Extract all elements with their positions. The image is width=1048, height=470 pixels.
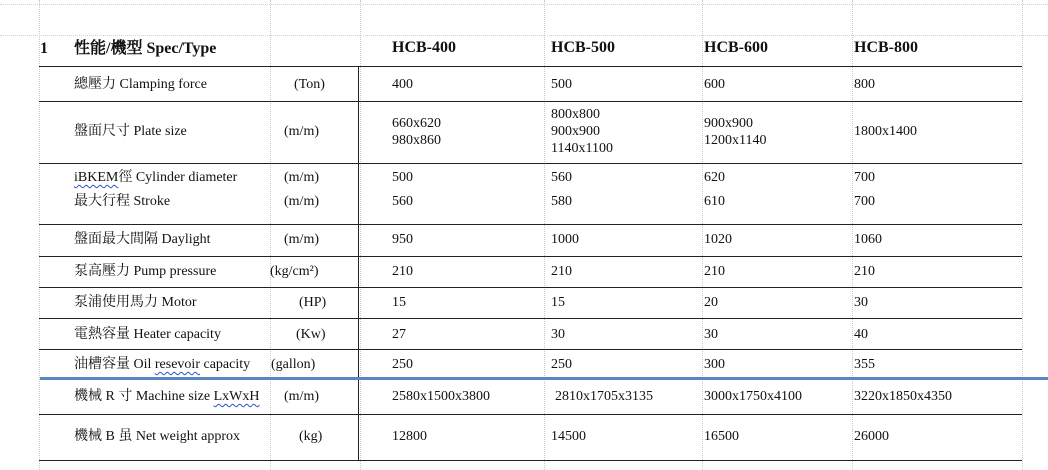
cell: 560 [392,194,413,209]
cell: 300 [704,357,725,372]
table-rule [39,414,1022,415]
cell: 26000 [854,429,889,444]
row-unit: (Ton) [294,77,325,92]
table-rule [39,349,1022,350]
cell: 210 [704,264,725,279]
cell: 14500 [551,429,586,444]
row-unit: (kg) [299,429,323,444]
row-label [74,388,259,405]
row-unit: (m/m) [284,389,319,404]
cell: 1060 [854,232,882,247]
row-unit: (m/m) [284,124,319,139]
cell: 16500 [704,429,739,444]
cell: 700 [854,194,875,209]
row-label-part: LxWxH [213,389,260,404]
cell: 2810x1705x3135 [555,389,653,404]
row-unit: (HP) [299,295,327,310]
table-rule [39,287,1022,288]
row-label: 泵高壓力 Pump pressure [74,264,217,279]
cell: 30 [551,327,565,342]
cell: 210 [392,264,413,279]
gridline [544,0,545,470]
row-number: 1 [40,40,48,57]
model-header: HCB-800 [854,39,918,56]
gridline [852,0,853,470]
table-rule [39,66,1022,67]
row-label: 總壓力 Clamping force [74,77,207,92]
gridline [0,35,1048,36]
model-header: HCB-500 [551,39,615,56]
cell: 580 [551,194,572,209]
cell: 600 [704,77,725,92]
table-rule [39,101,1022,102]
cell: 610 [704,194,725,209]
cell: 400 [392,77,413,92]
cell: 500 [551,77,572,92]
selection-highlight [40,377,1048,380]
cell: 620 [704,170,725,185]
row-label [74,169,237,186]
table-rule [39,318,1022,319]
row-label-part: 油槽容量 Oil [74,357,155,372]
row-unit: (m/m) [284,194,319,209]
table-rule [358,66,359,460]
row-label [74,356,250,373]
cell: 1800x1400 [854,124,917,139]
cell: 1020 [704,232,732,247]
cell: 250 [392,357,413,372]
cell: 3220x1850x4350 [854,389,952,404]
row-label-part: 徑 Cylinder diameter [118,170,238,185]
row-label: 機械 B 虽 Net weight approx [74,429,241,444]
cell: 500 [392,170,413,185]
cell: 900x900 1200x1140 [704,116,767,148]
cell: 950 [392,232,413,247]
cell: 210 [551,264,572,279]
gridline [0,4,1048,5]
cell: 12800 [392,429,427,444]
spec-header: 性能/機型 Spec/Type [74,40,217,57]
model-header: HCB-400 [392,39,456,56]
cell: 2580x1500x3800 [392,389,490,404]
row-label: 盤面尺寸 Plate size [74,124,187,139]
cell: 40 [854,327,868,342]
row-label-part: capacity [199,357,251,372]
cell: 1000 [551,232,579,247]
row-label-part: resevoir [154,357,200,372]
cell: 560 [551,170,572,185]
cell: 700 [854,170,875,185]
cell: 660x620 980x860 [392,116,441,148]
cell: 800x800 900x900 1140x1100 [551,107,613,156]
cell: 15 [551,295,565,310]
cell: 3000x1750x4100 [704,389,802,404]
table-rule [39,256,1022,257]
gridline [360,0,361,470]
row-unit: (m/m) [284,170,319,185]
row-label-part: 機械 R 寸 Machine size [74,389,214,404]
cell: 30 [854,295,868,310]
row-label: 盤面最大間隔 Daylight [74,232,211,247]
cell: 800 [854,77,875,92]
cell: 210 [854,264,875,279]
cell: 20 [704,295,718,310]
cell: 15 [392,295,406,310]
table-rule [39,163,1022,164]
cell: 250 [551,357,572,372]
row-unit: (m/m) [284,232,319,247]
cell: 355 [854,357,875,372]
table-rule [39,224,1022,225]
table-rule [39,460,1022,461]
row-label-part: iBKEM [74,170,119,185]
row-unit: (Kw) [296,327,326,342]
gridline [702,0,703,470]
gridline [1022,0,1023,470]
row-label: 電熱容量 Heater capacity [74,327,221,342]
row-unit: (gallon) [271,357,316,372]
gridline [270,0,271,470]
row-label: 泵浦使用馬力 Motor [74,295,197,310]
cell: 27 [392,327,406,342]
row-label: 最大行程 Stroke [74,194,171,209]
gridline [39,0,40,470]
model-header: HCB-600 [704,39,768,56]
row-unit: (kg/cm²) [270,264,319,279]
cell: 30 [704,327,718,342]
